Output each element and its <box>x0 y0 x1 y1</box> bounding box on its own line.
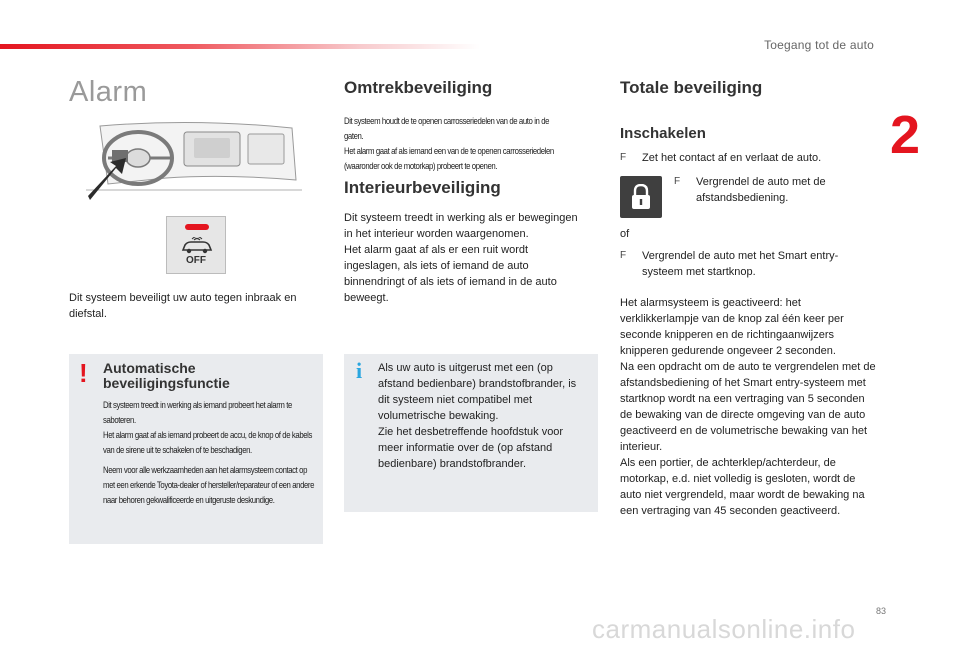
activation-description <box>620 295 878 519</box>
bullet-marker: F <box>620 152 627 163</box>
dashboard-illustration <box>86 120 302 206</box>
section-title: Toegang tot de auto <box>764 38 874 52</box>
bullet-marker: F <box>620 250 627 261</box>
page-title: Alarm <box>69 76 148 108</box>
watermark: carmanualsonline.info <box>592 614 856 644</box>
step-text: Vergrendel de auto met het Smart entry-systeem met startknop. <box>642 250 839 278</box>
perimeter-paragraph: Dit systeem houdt de te openen carrosseriedelen van de auto in de gaten. <box>344 116 550 142</box>
info-paragraph: Als uw auto is uitgerust met een (op afstand bedienbare) brandstofbrander, is dit systeem niet compatibel met volumetrische bewaking. <box>378 362 577 422</box>
warning-title <box>103 361 230 391</box>
warning-paragraph: Het alarm gaat af als iemand probeert de accu, de knop of de kabels van de sirene uit te schakelen of te beschadigen. <box>103 430 312 456</box>
info-box <box>344 354 598 512</box>
total-security-title: Totale beveiliging <box>620 78 763 97</box>
header-accent-bar <box>0 44 480 49</box>
warning-paragraph: Dit systeem treedt in werking als iemand probeert het alarm te saboteren. <box>103 400 292 426</box>
info-paragraph: Zie het desbetreffende hoofdstuk voor meer informatie over de (op afstand bedienbare) brandstofbrander. <box>378 426 564 470</box>
step-item <box>620 248 870 280</box>
indicator-lamp <box>185 224 209 230</box>
step-item <box>620 150 880 166</box>
perimeter-paragraph: Het alarm gaat af als iemand een van de te openen carrosseriedelen (waaronder ook de motorkap) probeert te openen. <box>344 146 554 172</box>
interior-paragraph: Het alarm gaat af als er een ruit wordt ingeslagen, als iets of iemand de auto binnendringt of als iets of iemand in de auto beweegt. <box>344 244 557 304</box>
description-paragraph: Het alarmsysteem is geactiveerd: het verklikkerlampje van de knop zal één keer per seconde knipperen en de richtingaanwijzers knipperen gedurende ongeveer 2 seconden. <box>620 297 844 357</box>
interior-title: Interieurbeveiliging <box>344 178 501 197</box>
car-alarm-icon <box>180 237 214 255</box>
step-item <box>674 174 874 206</box>
interior-paragraph: Dit systeem treedt in werking als er bewegingen in het interieur worden waargenomen. <box>344 212 578 240</box>
step-text: Vergrendel de auto met de afstandsbediening. <box>696 176 826 204</box>
perimeter-title: Omtrekbeveiliging <box>344 78 493 97</box>
warning-paragraph: Neem voor alle werkzaamheden aan het alarmsysteem contact op met een erkende Toyota-dealer of hersteller/reparateur of een andere naar behoren gekwalificeerde en uitgeruste deskundige. <box>103 465 315 506</box>
chapter-number: 2 <box>890 105 921 165</box>
page-number: 83 <box>876 606 887 616</box>
warning-title-line1: Automatische <box>103 360 196 376</box>
lock-icon <box>631 184 651 210</box>
info-icon: i <box>356 358 363 383</box>
warning-icon: ! <box>79 358 88 388</box>
or-separator: of <box>620 228 630 240</box>
perimeter-section <box>344 78 600 174</box>
off-label: OFF <box>186 255 206 266</box>
description-paragraph: Na een opdracht om de auto te vergrendelen met de afstandsbediening of het Smart entry-systeem met startknop wordt na een vertraging van 5 seconden de bewaking van de directe omgeving van de auto geactiveerd en de volumetrische bewaking van het interieur. <box>620 361 876 453</box>
warning-title-line2: beveiligingsfunctie <box>103 375 230 391</box>
activate-subtitle: Inschakelen <box>620 125 706 142</box>
step-text: Zet het contact af en verlaat de auto. <box>642 152 822 164</box>
interior-section <box>344 178 584 306</box>
alarm-intro: Dit systeem beveiligt uw auto tegen inbraak en diefstal. <box>69 292 297 320</box>
description-paragraph: Als een portier, de achterklep/achterdeur, de motorkap, e.d. niet volledig is gesloten, wordt de auto niet vergrendeld, maar wordt de bewaking na een vertraging van 45 seconden geactiveerd. <box>620 457 865 517</box>
bullet-marker: F <box>674 176 681 187</box>
lock-button-illustration <box>620 176 662 218</box>
alarm-off-button-illustration <box>166 216 226 274</box>
warning-box <box>69 354 323 544</box>
